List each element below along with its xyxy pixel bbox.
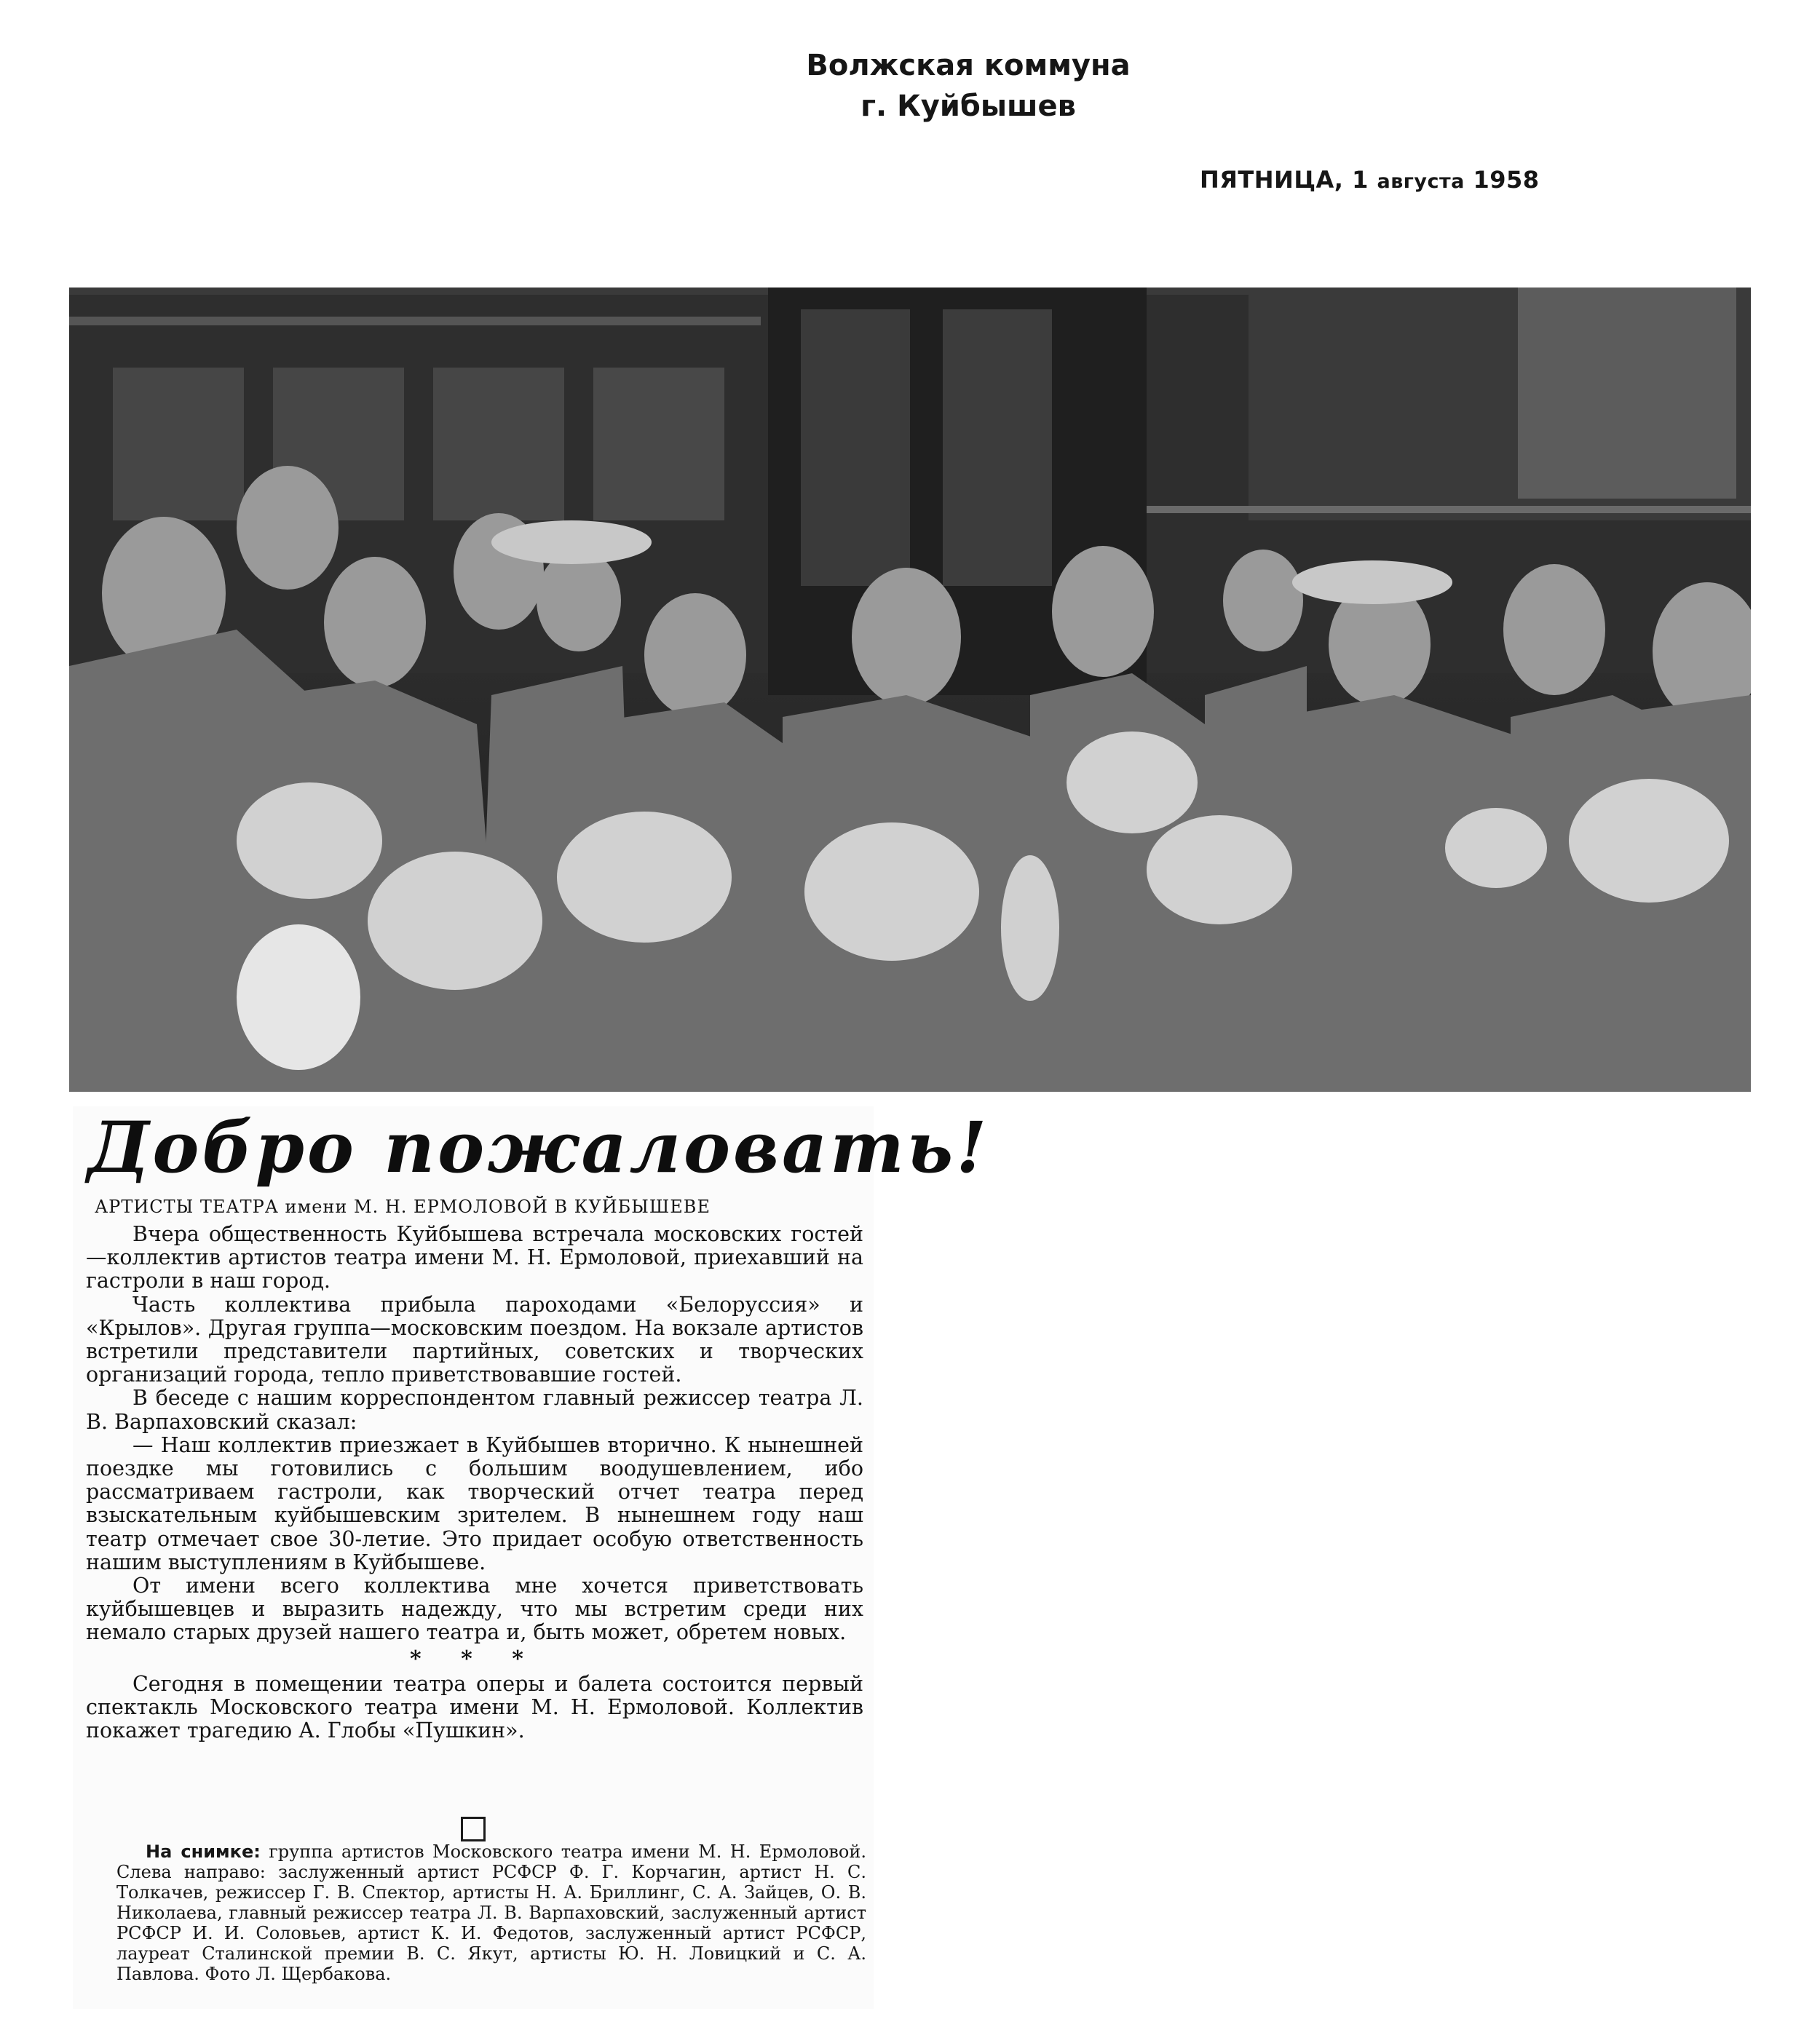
group-photo — [69, 288, 1751, 1092]
subhead: АРТИСТЫ ТЕАТРА имени М. Н. ЕРМОЛОВОЙ В КУЙБЫШЕВЕ — [95, 1197, 711, 1217]
paragraph: В беседе с нашим корреспондентом главный режиссер театра Л. В. Варпаховский сказал: — [86, 1386, 863, 1434]
paragraph: От имени всего коллектива мне хочется приветствовать куйбышевцев и выразить надежду, что мы встретим среди них немало старых друзей нашего театра и, быть может, обретем новых. — [86, 1574, 863, 1645]
headline: Добро пожаловать! — [87, 1106, 990, 1189]
separator: * * * — [410, 1646, 539, 1672]
caption-label: На снимке: — [146, 1841, 261, 1862]
paragraph: Часть коллектива прибыла пароходами «Белоруссия» и «Крылов». Другая группа—московским поездом. На вокзале артистов встретили представители партийных, советских и творческих организаций города, тепло приветствовавшие гостей. — [86, 1292, 863, 1387]
paragraph: — Наш коллектив приезжает в Куйбышев вторично. К нынешней поездке мы готовились с большим воодушевлением, ибо рассматриваем гастроли, как творческий отчет театра перед взыскательным куйбышевским зрителем. В нынешнем году наш театр отмечает свое 30-летие. Это придает особую ответственность нашим выступлениям в Куйбышеве. — [86, 1432, 863, 1574]
newspaper-city: г. Куйбышев — [860, 90, 1076, 123]
date-year: 1958 — [1473, 166, 1540, 194]
group-photo-icon — [69, 288, 1751, 1092]
article — [73, 1106, 990, 2009]
photo-caption — [116, 1841, 866, 1984]
date-weekday: ПЯТНИЦА, — [1200, 166, 1344, 194]
photo-credit: Фото Л. Щербакова. — [205, 1964, 392, 1984]
closing-paragraph: Сегодня в помещении театра оперы и балета состоится первый спектакль Московского театра имени М. Н. Ермоловой. Коллектив покажет трагедию А. Глобы «Пушкин». — [86, 1671, 863, 1743]
end-box-icon — [461, 1817, 486, 1841]
date-day: 1 — [1352, 166, 1369, 194]
masthead — [0, 45, 1820, 127]
paragraph: Вчера общественность Куйбышева встречала московских гостей—коллектив артистов театра имени М. Н. Ермоловой, приехавший на гастроли в наш город. — [86, 1222, 863, 1293]
date-month: августа — [1377, 170, 1465, 193]
caption-text: группа артистов Московского театра имени М. Н. Ермоловой. Слева направо: заслуженный артист РСФСР Ф. Г. Корчагин, артист Н. С. Толкачев, режиссер Г. В. Спектор, артисты Н. А. Бриллинг, С. А. Зайцев, О. В. Николаева, главный режиссер театра Л. В. Варпаховский, заслуженный артист РСФСР И. И. Соловьев, артист К. И. Федотов, заслуженный артист РСФСР, лауреат Сталинской премии В. С. Якут, артисты Ю. Н. Ловицкий и С. А. Павлова. — [116, 1841, 866, 1984]
article-body — [86, 1223, 863, 1742]
newspaper-name: Волжская коммуна — [806, 49, 1131, 82]
dateline — [1200, 166, 1540, 194]
